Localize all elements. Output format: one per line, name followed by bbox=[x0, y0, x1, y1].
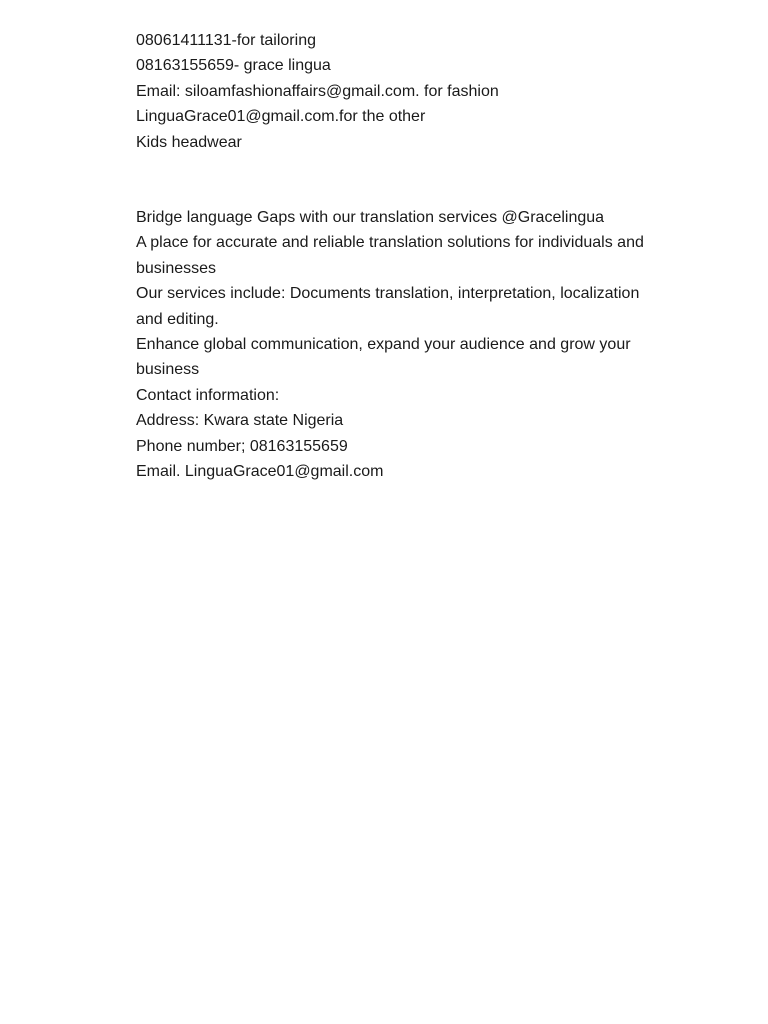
advert-headline: Bridge language Gaps with our translation services @Gracelingua bbox=[136, 209, 605, 226]
advert-benefits: Enhance global communication, expand your audience and grow your business bbox=[136, 336, 631, 379]
other-email-line: LinguaGrace01@gmail.com.for the other bbox=[136, 108, 426, 126]
translation-advert-section bbox=[136, 205, 666, 484]
kids-headwear-line: Kids headwear bbox=[136, 133, 242, 151]
address-line: Address: Kwara state Nigeria bbox=[136, 412, 344, 430]
contact-info-heading: Contact information: bbox=[136, 386, 280, 404]
fashion-email-line: Email: siloamfashionaffairs@gmail.com. for fashion bbox=[136, 82, 499, 100]
contacts-section bbox=[136, 28, 666, 155]
tailoring-phone-line: 08061411131-for tailoring bbox=[136, 32, 316, 49]
advert-services: Our services include: Documents translation, interpretation, localization and editing. bbox=[136, 285, 640, 328]
advert-description: A place for accurate and reliable translation solutions for individuals and businesses bbox=[136, 234, 644, 277]
email-line: Email. LinguaGrace01@gmail.com bbox=[136, 463, 384, 481]
phone-line: Phone number; 08163155659 bbox=[136, 437, 348, 455]
grace-lingua-phone-line: 08163155659- grace lingua bbox=[136, 57, 331, 75]
